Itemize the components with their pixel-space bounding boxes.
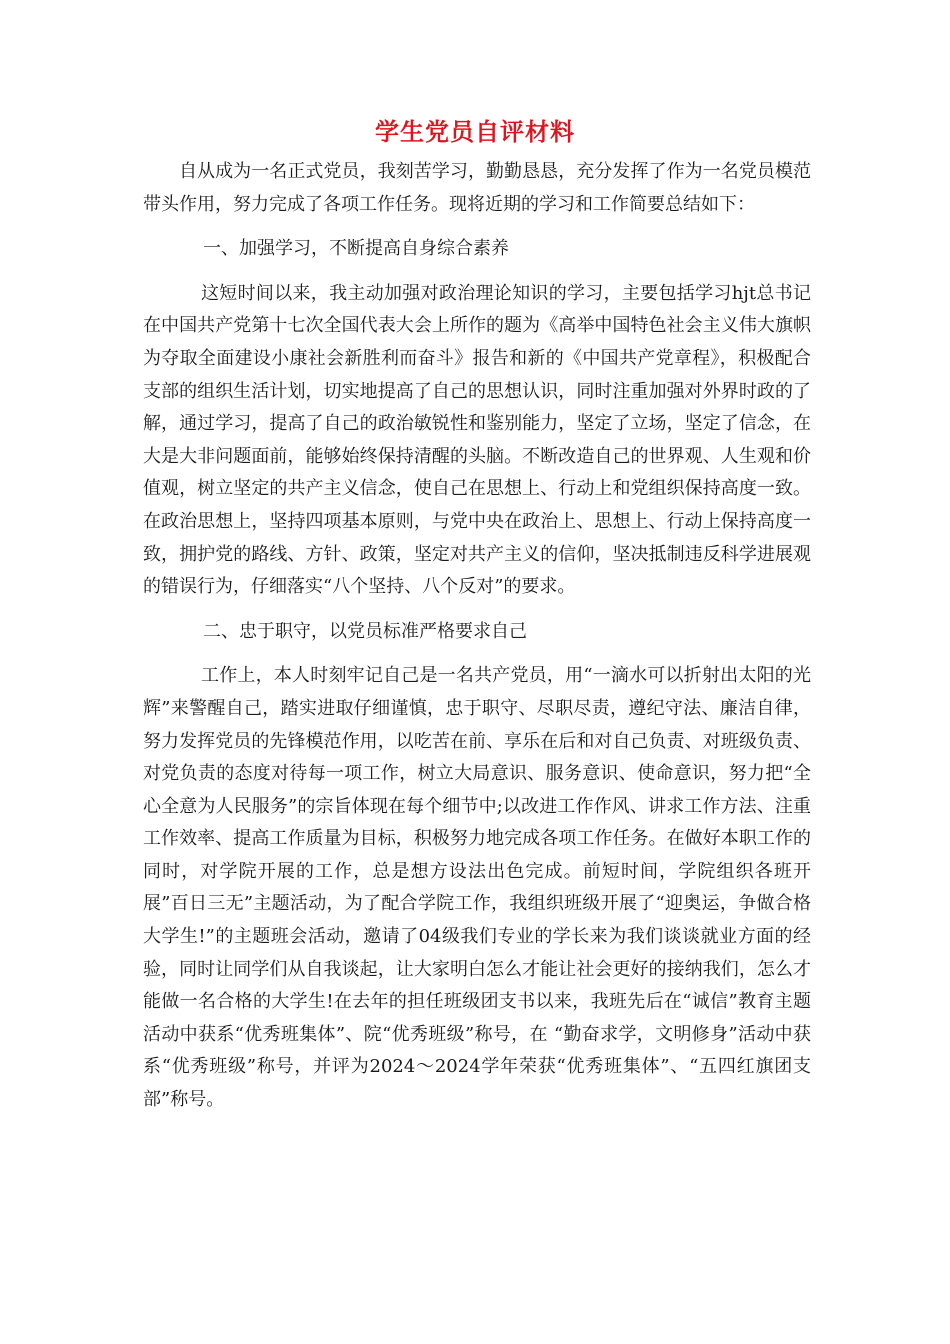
- section2-paragraph: 工作上，本人时刻牢记自己是一名共产党员，用“一滴水可以折射出太阳的光辉”来警醒自己，踏实进取仔细谨慎，忠于职守、尽职尽责，遵纪守法、廉洁自律，努力发挥党员的先锋模范作用，以吃苦在前、享乐在后和对自己负责、对班级负责、对党负责的态度对待每一项工作，树立大局意识、服务意识、使命意识，努力把“全心全意为人民服务”的宗旨体现在每个细节中;以改进工作作风、讲求工作方法、注重工作效率、提高工作质量为目标，积极努力地完成各项工作任务。在做好本职工作的同时，对学院开展的工作，总是想方设法出色完成。前短时间，学院组织各班开展”百日三无”主题活动，为了配合学院工作，我组织班级开展了“迎奥运，争做合格大学生!”的主题班会活动，邀请了04级我们专业的学长来为我们谈谈就业方面的经验，同时让同学们从自我谈起，让大家明白怎么才能让社会更好的接纳我们，怎么才能做一名合格的大学生!在去年的担任班级团支书以来，我班先后在“诚信”教育主题活动中获系“优秀班集体”、院“优秀班级”称号，在 “勤奋求学，文明修身”活动中获系“优秀班级”称号，并评为2024～2024学年荣获“优秀班集体”、“五四红旗团支部”称号。: [143, 665, 811, 1111]
- intro-paragraph: 自从成为一名正式党员，我刻苦学习，勤勤恳恳，充分发挥了作为一名党员模范带头作用，努力完成了各项工作任务。现将近期的学习和工作简要总结如下：: [143, 161, 811, 215]
- document-body: [143, 156, 811, 1117]
- document-title: 学生党员自评材料: [375, 118, 575, 146]
- section2-heading: 二、忠于职守，以党员标准严格要求自己: [203, 620, 527, 642]
- section1-paragraph: 这短时间以来，我主动加强对政治理论知识的学习，主要包括学习hjt总书记在中国共产党第十七次全国代表大会上所作的题为《高举中国特色社会主义伟大旗帜 为夺取全面建设小康社会新胜利而奋斗》报告和新的《中国共产党章程》，积极配合支部的组织生活计划，切实地提高了自己的思想认识，同时注重加强对外界时政的了解，通过学习，提高了自己的政治敏锐性和鉴别能力，坚定了立场，坚定了信念，在大是大非问题面前，能够始终保持清醒的头脑。不断改造自己的世界观、人生观和价值观，树立坚定的共产主义信念，使自己在思想上、行动上和党组织保持高度一致。在政治思想上，坚持四项基本原则，与党中央在政治上、思想上、行动上保持高度一致，拥护党的路线、方针、政策，坚定对共产主义的信仰，坚决抵制违反科学进展观的错误行为，仔细落实“八个坚持、八个反对”的要求。: [143, 282, 811, 598]
- section1-heading: 一、加强学习，不断提高自身综合素养: [203, 238, 509, 260]
